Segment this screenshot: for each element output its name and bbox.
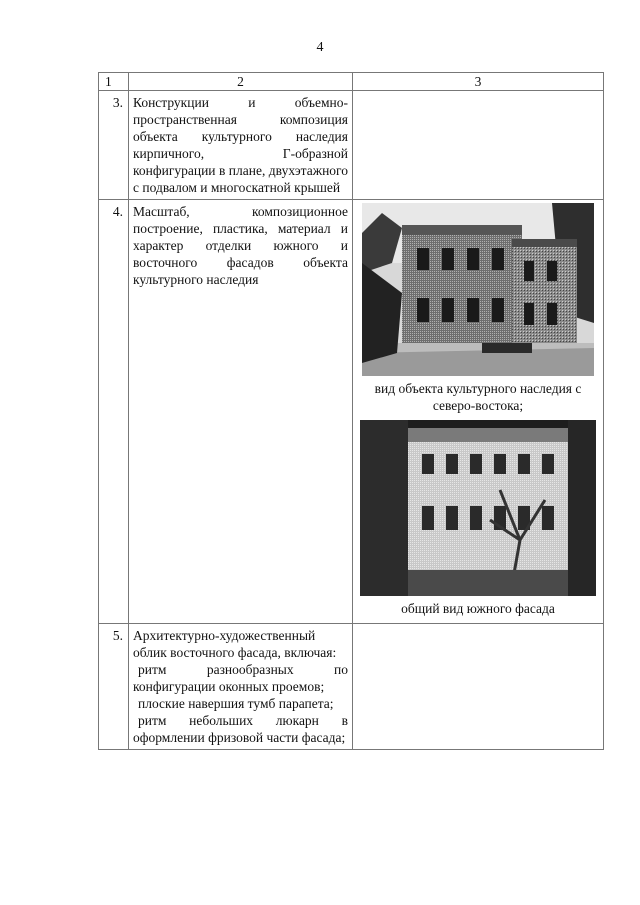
list-item: ритм разнообразных по конфигурации оконных проемов; [133, 662, 348, 694]
table-row [99, 624, 604, 750]
row-number: 3. [99, 91, 129, 200]
row-illustration-cell [353, 91, 604, 200]
table-row [99, 200, 604, 624]
photo-caption-south-facade: общий вид южного фасада [401, 601, 555, 616]
list-item: ритм небольших люкарн в оформлении фризовой части фасада; [133, 713, 348, 745]
table-row [99, 91, 604, 200]
column-header-3: 3 [353, 73, 604, 91]
row-description [129, 91, 353, 200]
row-illustration-cell [353, 200, 604, 624]
table-header-row [99, 73, 604, 91]
column-header-2: 2 [129, 73, 353, 91]
row-description [129, 200, 353, 624]
row-number: 4. [99, 200, 129, 624]
row-description-text: Масштаб, композиционное построение, пластика, материал и характер отделки южного и восточного фасадов объекта культурного наследия [133, 204, 348, 287]
heritage-table [98, 72, 604, 750]
row-illustration-cell [353, 624, 604, 750]
page-number: 4 [316, 40, 324, 55]
row-number: 5. [99, 624, 129, 750]
row-description [129, 624, 353, 750]
building-photo-northeast-icon [362, 203, 594, 376]
list-item: плоские навершия тумб парапета; [138, 696, 334, 711]
row-intro-text: Архитектурно-художественный облик восточного фасада, включая: [133, 628, 337, 660]
row-description-text: Конструкции и объемно-пространственная композиция объекта культурного наследия кирпичного, Г-образной конфигурации в плане, двухэтажного с подвалом и многоскатной крышей [133, 95, 348, 195]
building-photo-south-facade-icon [360, 420, 596, 596]
photo-caption-northeast: вид объекта культурного наследия с северо-востока; [374, 381, 582, 413]
column-header-1: 1 [99, 73, 129, 91]
